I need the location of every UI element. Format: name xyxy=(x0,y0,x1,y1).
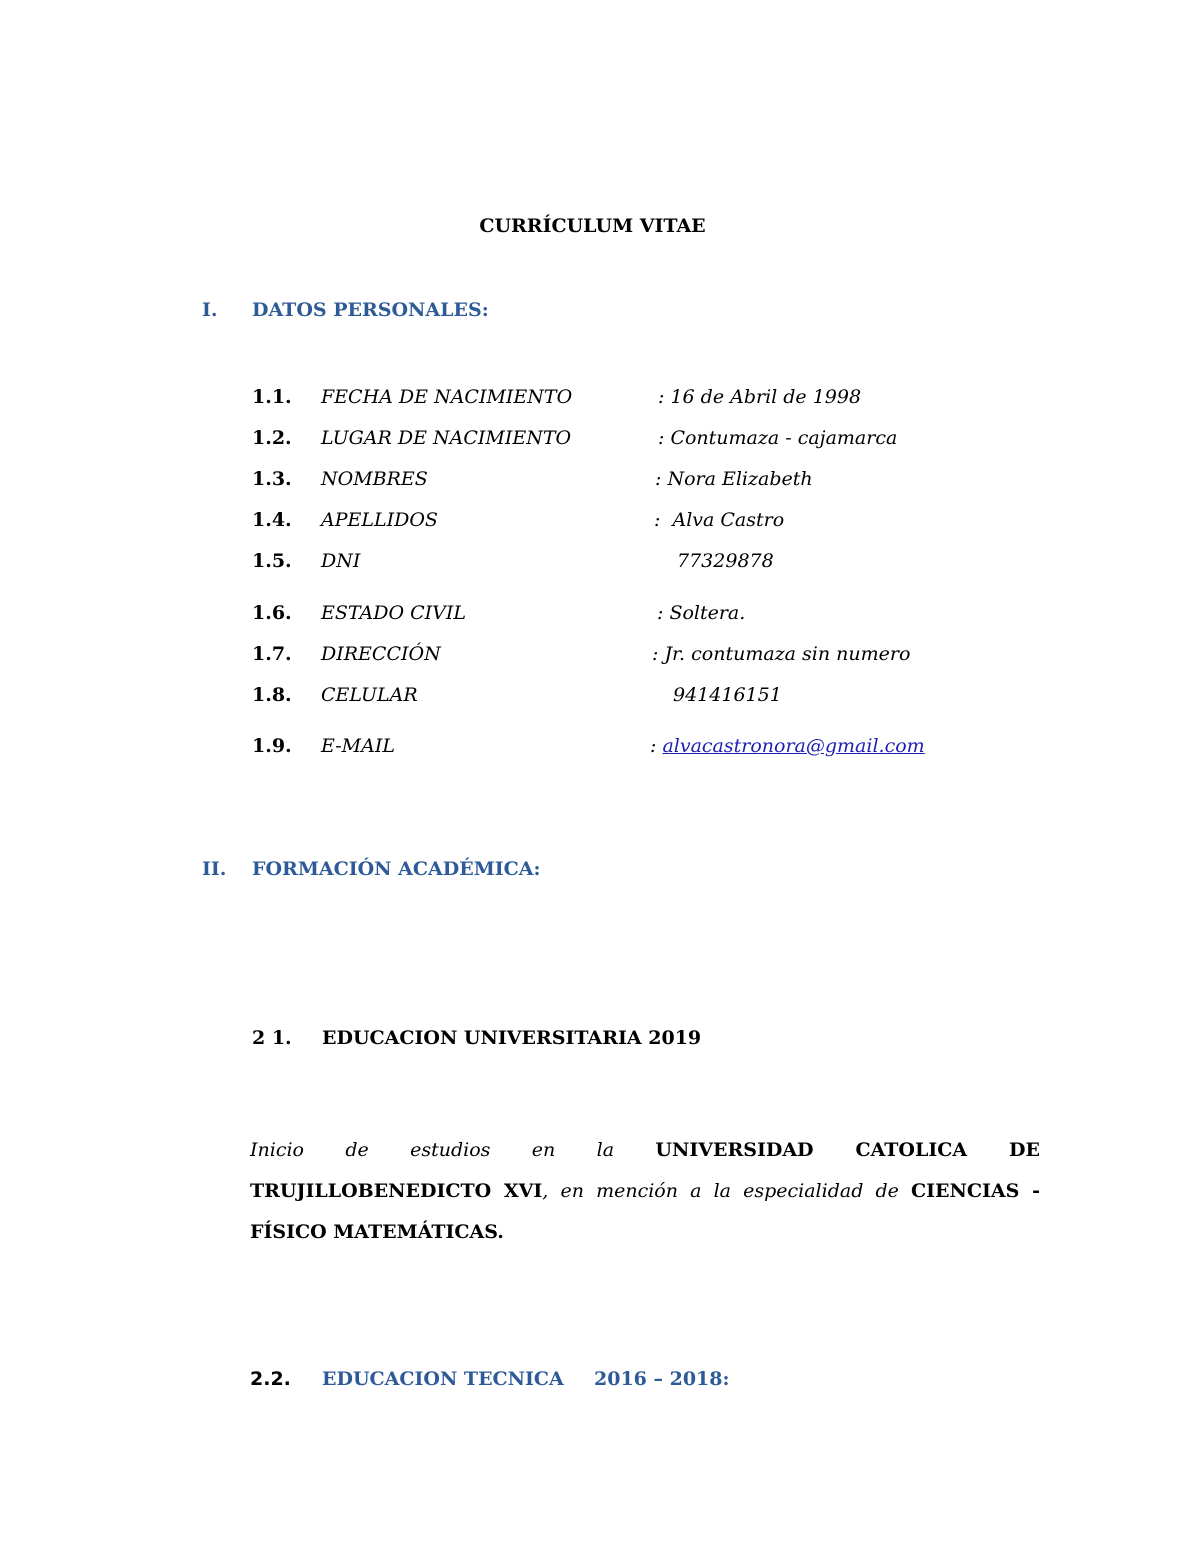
row-value-dni: 77329878 xyxy=(677,550,774,572)
subsection-number: 2 1. xyxy=(252,1027,292,1049)
row-value-marital-status: : Soltera. xyxy=(657,602,746,624)
subsection-years: 2016 – 2018: xyxy=(594,1368,730,1390)
row-number: 1.1. xyxy=(252,386,292,408)
row-value-phone: 941416151 xyxy=(673,684,782,706)
row-label-phone: CELULAR xyxy=(321,684,418,706)
section-number: II. xyxy=(202,858,227,880)
row-label-email: E-MAIL xyxy=(321,735,395,757)
row-number: 1.7. xyxy=(252,643,292,665)
row-value-email xyxy=(650,735,925,757)
paragraph-text: , en mención a la especialidad de xyxy=(542,1180,912,1202)
row-value-birth-date: : 16 de Abril de 1998 xyxy=(658,386,862,408)
row-label-address: DIRECCIÓN xyxy=(321,643,441,665)
subsection-number: 2.2. xyxy=(250,1368,291,1390)
row-number: 1.9. xyxy=(252,735,292,757)
row-number: 1.8. xyxy=(252,684,292,706)
page-title: CURRÍCULUM VITAE xyxy=(479,215,706,237)
subsection-title-university: EDUCACION UNIVERSITARIA 2019 xyxy=(322,1027,702,1049)
row-label-birth-date: FECHA DE NACIMIENTO xyxy=(321,386,573,408)
row-label-surnames: APELLIDOS xyxy=(321,509,438,531)
section-title-academic: FORMACIÓN ACADÉMICA: xyxy=(252,858,541,880)
row-value-birth-place: : Contumaza - cajamarca xyxy=(658,427,898,449)
row-number: 1.3. xyxy=(252,468,292,490)
row-label-names: NOMBRES xyxy=(321,468,428,490)
row-value-surnames: : Alva Castro xyxy=(654,509,785,531)
email-link[interactable]: alvacastronora@gmail.com xyxy=(662,735,925,757)
row-number: 1.2. xyxy=(252,427,292,449)
row-label-marital-status: ESTADO CIVIL xyxy=(321,602,466,624)
row-value-names: : Nora Elizabeth xyxy=(655,468,813,490)
email-prefix: : xyxy=(650,735,663,757)
row-label-birth-place: LUGAR DE NACIMIENTO xyxy=(321,427,572,449)
section-number: I. xyxy=(202,299,218,321)
subsection-title-technical: EDUCACION TECNICA xyxy=(322,1368,564,1390)
paragraph-specialty: CIENCIAS - FÍSICO MATEMÁTICAS. xyxy=(250,1180,1040,1243)
section-title-personal-data: DATOS PERSONALES: xyxy=(252,299,489,321)
row-number: 1.5. xyxy=(252,550,292,572)
row-number: 1.6. xyxy=(252,602,292,624)
row-value-address: : Jr. contumaza sin numero xyxy=(652,643,911,665)
row-label-dni: DNI xyxy=(321,550,361,572)
university-paragraph xyxy=(250,1130,1040,1253)
paragraph-text: Inicio de estudios en la xyxy=(250,1139,656,1161)
paragraph-university-name: UNIVERSIDAD CATOLICA DE TRUJILLOBENEDICTO XVI xyxy=(250,1139,1040,1202)
row-number: 1.4. xyxy=(252,509,292,531)
